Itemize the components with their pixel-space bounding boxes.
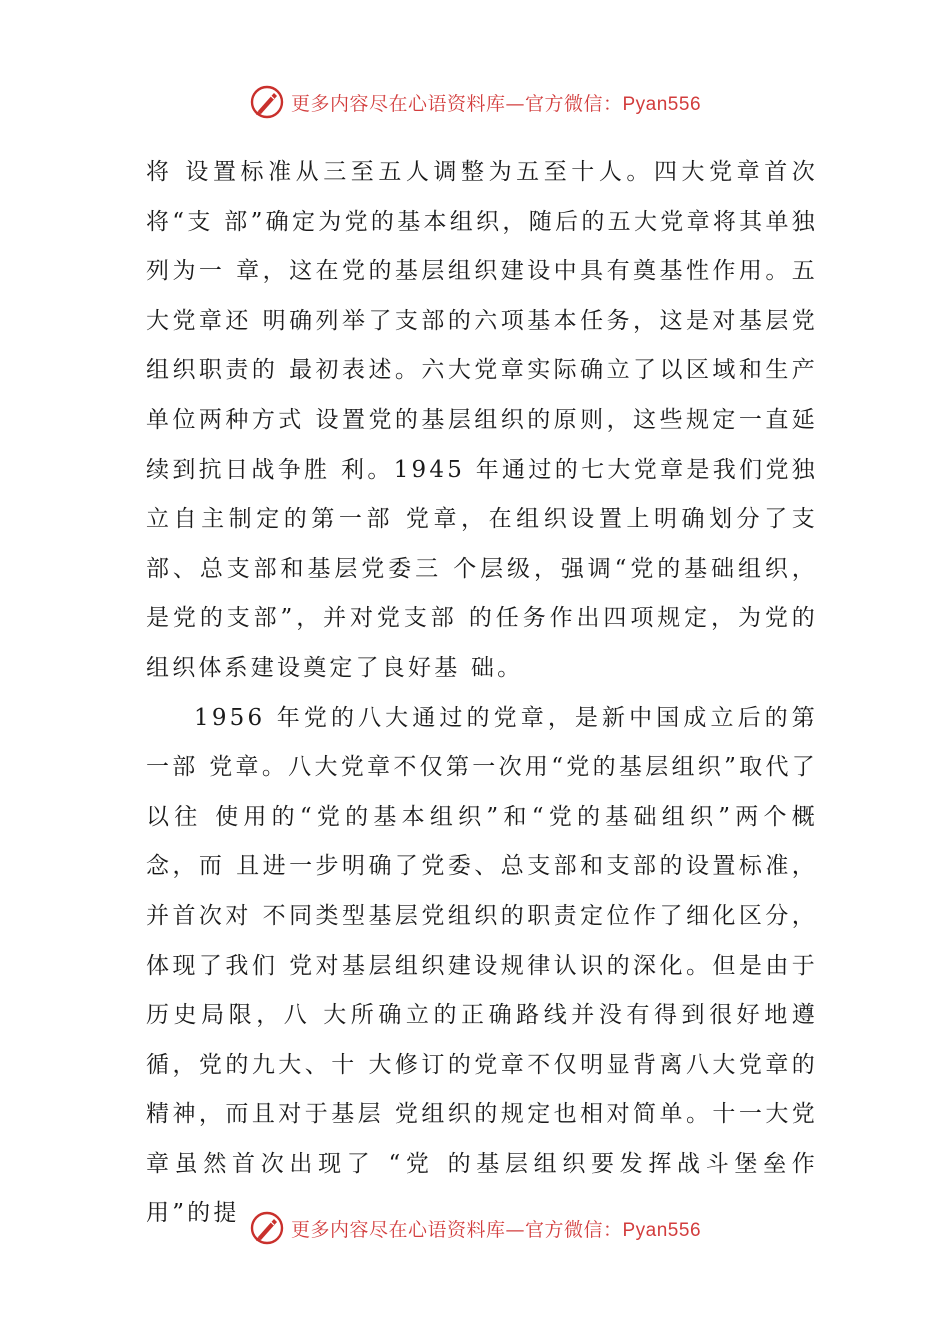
header-wechat-id: Pyan556 <box>622 93 702 115</box>
pen-logo-icon <box>249 1210 285 1246</box>
pen-logo-icon <box>249 84 285 120</box>
document-body <box>146 148 818 1239</box>
footer-banner-inner <box>249 1210 701 1246</box>
footer-banner-text <box>291 1215 701 1242</box>
footer-banner <box>0 1208 950 1248</box>
footer-wechat-id: Pyan556 <box>622 1219 702 1241</box>
body-paragraph-1: 将 设置标准从三至五人调整为五至十人。四大党章首次将“支 部”确定为党的基本组织，随后的五大党章将其单独列为一 章，这在党的基层组织建设中具有奠基性作用。五大党章还 明确列举了支部的六项基本任务，这是对基层党组织职责的 最初表述。六大党章实际确立了以区域和生产单位两种方式 设置党的基层组织的原则，这些规定一直延续到抗日战争胜 利。1945 年通过的七大党章是我们党独立自主制定的第一部 党章，在组织设置上明确划分了支部、总支部和基层党委三 个层级，强调“党的基础组织，是党的支部”，并对党支部 的任务作出四项规定，为党的组织体系建设奠定了良好基 础。 <box>146 159 818 681</box>
header-banner <box>0 82 950 122</box>
body-paragraph-2: 1956 年党的八大通过的党章，是新中国成立后的第一部 党章。八大党章不仅第一次用“党的基层组织”取代了以往 使用的“党的基本组织”和“党的基础组织”两个概念，而 且进一步明确了党委、总支部和支部的设置标准，并首次对 不同类型基层党组织的职责定位作了细化区分，体现了我们 党对基层组织建设规律认识的深化。但是由于历史局限，八 大所确立的正确路线并没有得到很好地遵循，党的九大、十 大修订的党章不仅明显背离八大党章的精神，而且对于基层 党组织的规定也相对简单。十一大党章虽然首次出现了 “党 的基层组织要发挥战斗堡垒作用”的提 <box>146 704 818 1227</box>
header-banner-text <box>291 89 701 116</box>
header-banner-inner <box>249 84 701 120</box>
footer-banner-slogan: 更多内容尽在心语资料库—官方微信： <box>290 1218 623 1241</box>
header-banner-slogan: 更多内容尽在心语资料库—官方微信： <box>290 92 623 115</box>
